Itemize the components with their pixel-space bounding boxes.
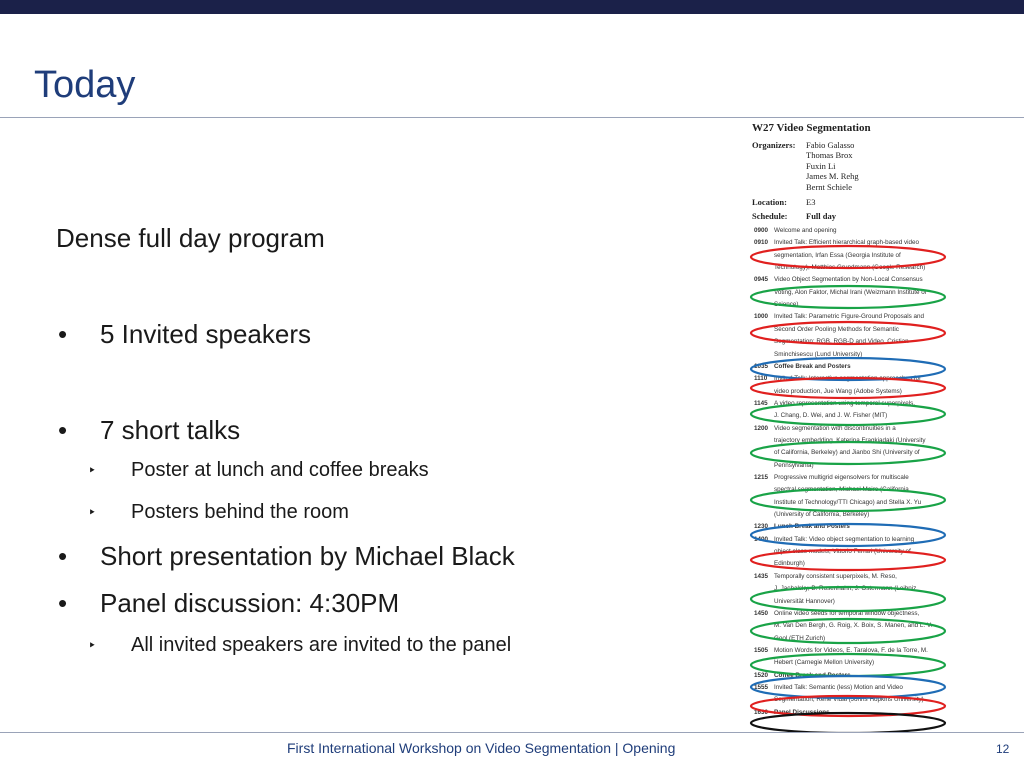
entry-text: trajectory embedding, Katerina Fragkiadaki (University <box>774 436 926 444</box>
entry-text: Technology), Matthias Grundmann (Google Research) <box>774 264 926 272</box>
entry-text: Invited Talk: Parametric Figure-Ground Proposals and <box>774 313 925 321</box>
entry-text: J. Chang, D. Wei, and J. W. Fisher (MIT) <box>774 412 888 420</box>
highlight-ellipses <box>748 120 978 732</box>
footer-divider <box>0 732 1024 733</box>
short-talk-highlight <box>751 654 945 676</box>
organizer: Bernt Schiele <box>806 181 853 192</box>
invited-talk-highlight <box>751 246 945 268</box>
bullet-invited-speakers: • 5 Invited speakers <box>56 318 736 350</box>
entry-text: of California, Berkeley) and Jianbo Shi (University of <box>774 449 920 457</box>
entry-text: Progressive multigrid eigensolvers for multiscale <box>774 474 909 481</box>
entry-text: Lunch Break and Posters <box>774 523 850 531</box>
entry-text: Invited Talk: Interactive segmentation approaches for <box>774 375 922 383</box>
entry-text: (University of California, Berkeley) <box>774 511 870 519</box>
entry-time: 1145 <box>754 399 768 407</box>
entry-text: Invited Talk: Efficient hierarchical graph-based video <box>774 239 920 247</box>
entry-time: 0910 <box>754 239 769 247</box>
page-number: 12 <box>996 742 1010 756</box>
entry-text: M. Van Den Bergh, G. Roig, X. Boix, S. Manen, and L. V. <box>774 622 933 630</box>
organizer: Fuxin Li <box>806 160 836 171</box>
entry-time: 1000 <box>754 313 769 321</box>
entry-text: Pennsylvania) <box>774 461 814 469</box>
schedule-excerpt <box>748 120 978 732</box>
schedule-title: W27 Video Segmentation <box>752 122 871 134</box>
entry-time: 1400 <box>754 535 769 543</box>
slide-body <box>56 222 736 658</box>
organizer: Fabio Galasso <box>806 140 855 150</box>
location-label: Location: <box>752 197 787 207</box>
entry-time: 1520 <box>754 671 769 679</box>
organizers-label: Organizers: <box>752 140 796 150</box>
entry-text: Temporally consistent superpixels, M. Reso, <box>774 572 897 580</box>
bullet-michael-black: • Short presentation by Michael Black <box>56 540 736 572</box>
entry-text: Online video seeds for temporal window objectness, <box>774 609 920 617</box>
entry-text: Edinburgh) <box>774 560 805 568</box>
entry-time: 1630 <box>754 708 769 716</box>
entry-time: 1435 <box>754 572 769 580</box>
short-talk-highlight <box>751 619 945 643</box>
schedule-value: Full day <box>806 211 836 221</box>
organizer: James M. Rehg <box>806 171 859 182</box>
entry-text: Institute of Technology/TTI Chicago) and Stella X. Yu <box>774 498 922 506</box>
schedule-label: Schedule: <box>752 211 788 221</box>
location-value: E3 <box>806 197 816 207</box>
entry-text: Coffee Break and Posters <box>774 362 851 370</box>
entry-text: Voting, Alon Faktor, Michal Irani (Weizmann Institute of <box>774 288 927 296</box>
entry-time: 1450 <box>754 609 769 617</box>
entry-text: Science) <box>774 301 799 309</box>
entry-text: Video segmentation with discontinuities in a <box>774 424 896 432</box>
sub-bullet-posters-room: ‣ Posters behind the room <box>56 499 736 525</box>
entry-text: Motion Words for Videos, E. Taralova, F. de la Torre, M. <box>774 646 928 654</box>
entry-text: spectral segmentation, Michael Maire (California <box>774 486 909 494</box>
entry-time: 1555 <box>754 683 769 691</box>
organizer: Thomas Brox <box>806 150 853 161</box>
break-highlight <box>751 676 945 698</box>
footer-text: First International Workshop on Video Segmentation | Opening <box>287 740 676 756</box>
title-divider <box>0 117 1024 118</box>
entry-text: A video representation using temporal superpixels, <box>774 399 916 407</box>
entry-time: 1505 <box>754 646 769 654</box>
entry-time: 1230 <box>754 523 769 531</box>
entry-text: Gool (ETH Zurich) <box>774 634 826 642</box>
short-talk-highlight <box>751 286 945 308</box>
sub-bullet-panel-invite: ‣ All invited speakers are invited to the panel <box>56 632 736 658</box>
entry-time: 1200 <box>754 424 769 432</box>
entry-text: Welcome and opening <box>774 227 837 234</box>
entry-time: 1035 <box>754 362 769 370</box>
entry-time: 1215 <box>754 474 769 481</box>
short-talk-highlight <box>751 403 945 425</box>
entry-text: Invited Talk: Semantic (less) Motion and Video <box>774 683 903 691</box>
slide-title: Today <box>34 64 136 106</box>
entry-text: object class models, Vittorio Ferrari (University of <box>774 548 911 556</box>
bullet-panel-discussion: • Panel discussion: 4:30PM <box>56 587 736 619</box>
entry-time: 0900 <box>754 227 769 234</box>
bullet-list <box>56 318 736 658</box>
entry-text: J. Jachalsky, B. Rosenhahn, J. Ostermann (Leibniz <box>774 585 917 593</box>
entry-text: Coffee Break and Posters <box>774 671 851 679</box>
entry-text: Hebert (Carnegie Mellon University) <box>774 659 875 667</box>
break-highlight <box>751 524 945 546</box>
bullet-short-talks: • 7 short talks <box>56 414 736 446</box>
short-talk-highlight <box>751 442 945 464</box>
entry-text: Universität Hannover) <box>774 597 835 605</box>
entry-time: 0945 <box>754 276 769 284</box>
entry-text: video production, Jue Wang (Adobe Systems) <box>774 387 902 395</box>
entry-text: Second Order Pooling Methods for Semantic <box>774 325 899 333</box>
entry-time: 1110 <box>754 375 768 383</box>
break-highlight <box>751 358 945 383</box>
entry-text: segmentation, Irfan Essa (Georgia Institute of <box>774 251 901 259</box>
invited-talk-highlight <box>751 322 945 344</box>
invited-talk-highlight <box>751 550 945 570</box>
entry-text: Segmentation, René Vidal (Johns Hopkins University) <box>774 696 924 704</box>
entry-text: Sminchisescu (Lund University) <box>774 350 863 358</box>
entry-text: Segmentation: RGB, RGB-D and Video, Cristian <box>774 338 909 346</box>
short-talk-highlight <box>751 489 945 511</box>
entry-text: Panel Discussions <box>774 708 830 716</box>
sub-bullet-poster-breaks: ‣ Poster at lunch and coffee breaks <box>56 457 736 483</box>
top-bar <box>0 0 1024 14</box>
entry-text: Video Object Segmentation by Non-Local Consensus <box>774 276 923 284</box>
entry-text: Invited Talk: Video object segmentation to learning <box>774 535 915 543</box>
intro-text: Dense full day program <box>56 223 325 253</box>
short-talk-highlight <box>751 587 945 611</box>
